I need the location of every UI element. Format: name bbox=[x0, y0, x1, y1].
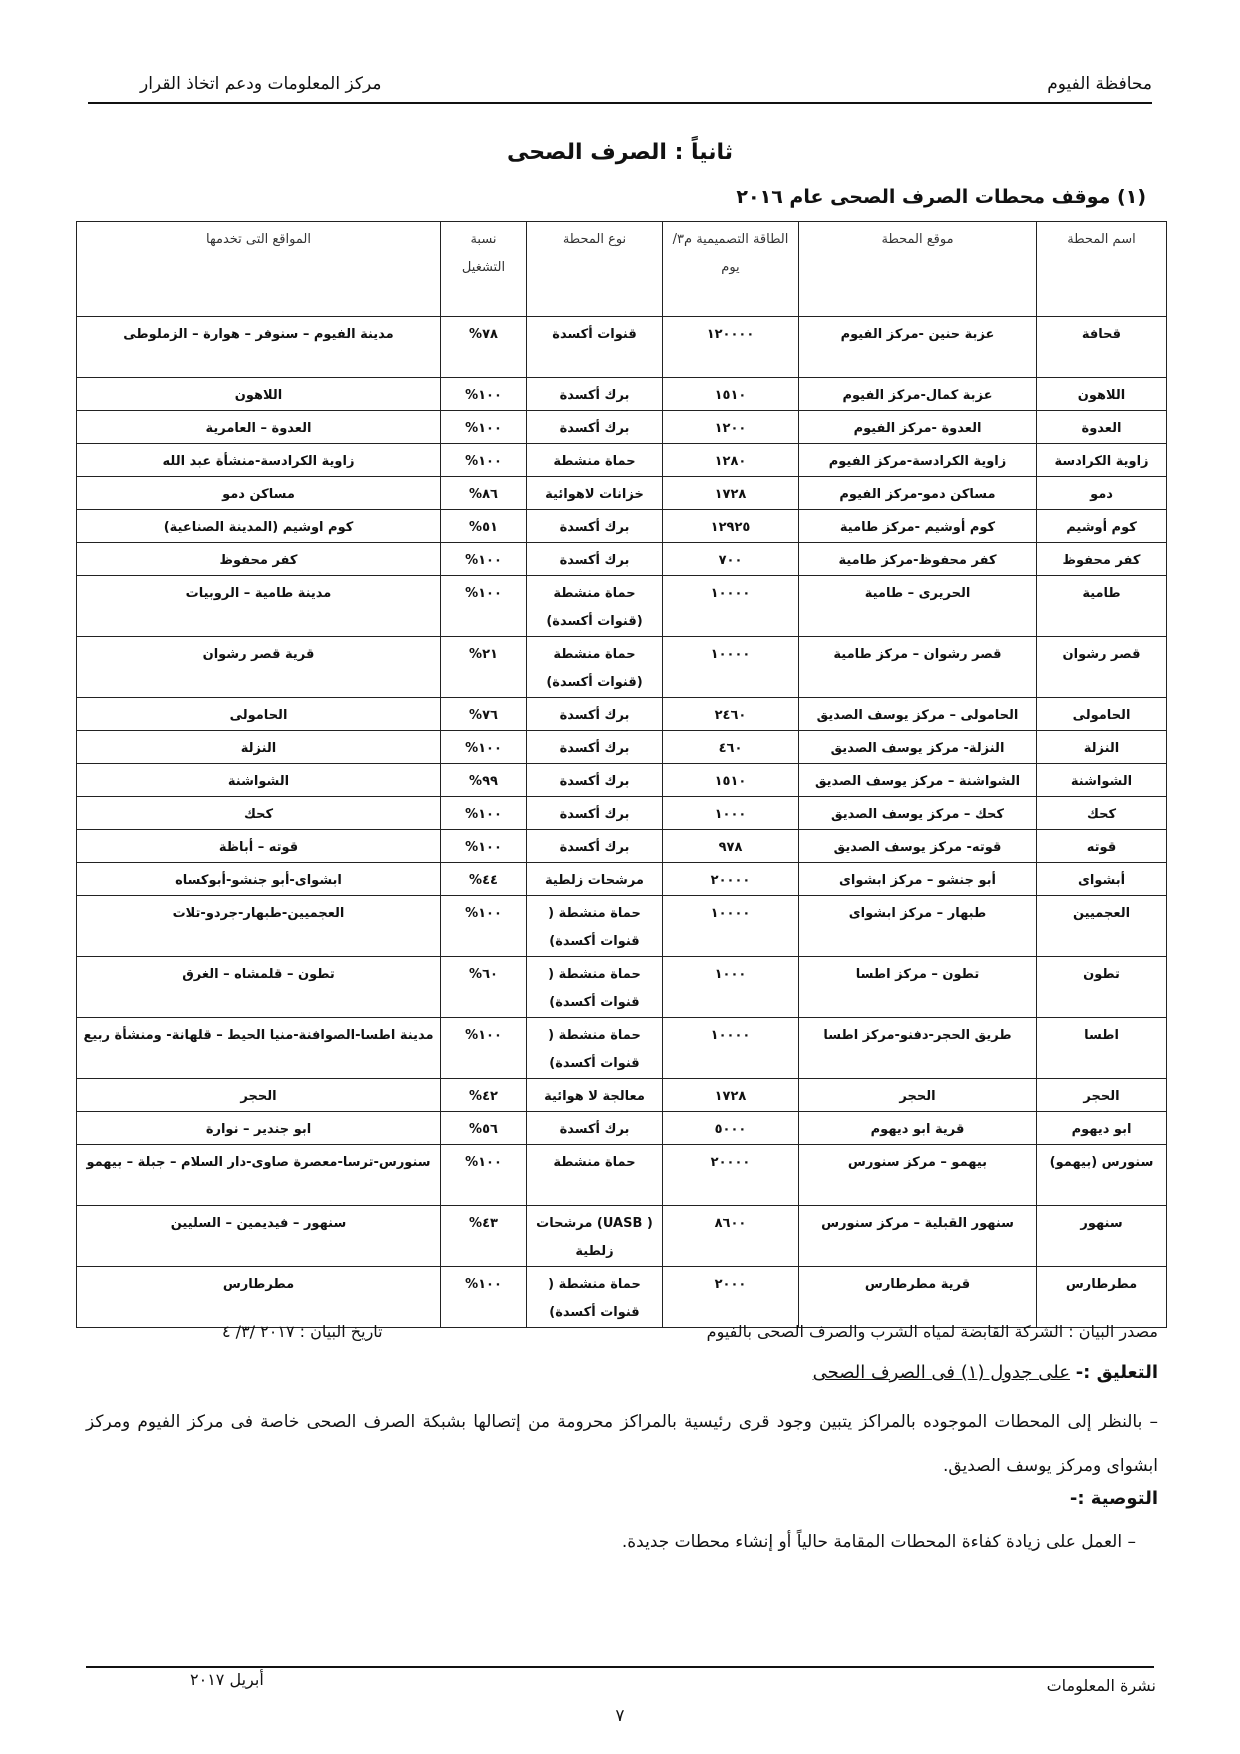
table-cell: برك أكسدة bbox=[527, 797, 663, 830]
table-cell: طبهار – مركز ابشواى bbox=[799, 896, 1037, 957]
table-cell: ٩٩% bbox=[441, 764, 527, 797]
table-cell: مطرطارس bbox=[1037, 1267, 1167, 1328]
table-cell: عزبة حنين -مركز الفيوم bbox=[799, 317, 1037, 378]
table-row bbox=[77, 510, 1167, 543]
table-cell: ١٠٠% bbox=[441, 378, 527, 411]
table-cell: مساكن دمو bbox=[77, 477, 441, 510]
table-cell: ٥٠٠٠ bbox=[663, 1112, 799, 1145]
table-cell: ٢٤٦٠ bbox=[663, 698, 799, 731]
table-cell: برك أكسدة bbox=[527, 411, 663, 444]
table-cell: ابو ديهوم bbox=[1037, 1112, 1167, 1145]
table-cell: ٥٦% bbox=[441, 1112, 527, 1145]
table-cell: سنورس (بيهمو) bbox=[1037, 1145, 1167, 1206]
table-cell: مدينة طامية – الروبيات bbox=[77, 576, 441, 637]
table-cell: كفر محفوظ bbox=[77, 543, 441, 576]
table-cell: قوته- مركز يوسف الصديق bbox=[799, 830, 1037, 863]
table-row bbox=[77, 576, 1167, 637]
table-cell: تطون bbox=[1037, 957, 1167, 1018]
table-row bbox=[77, 797, 1167, 830]
table-cell: النزلة- مركز يوسف الصديق bbox=[799, 731, 1037, 764]
table-cell: ١٠٠% bbox=[441, 1018, 527, 1079]
table-cell: مرشحات زلطية bbox=[527, 863, 663, 896]
table-cell: الشواشنة bbox=[1037, 764, 1167, 797]
table-cell: ١٧٢٨ bbox=[663, 477, 799, 510]
table-cell: دمو bbox=[1037, 477, 1167, 510]
comment-reference: على جدول (١) فى الصرف الصحى bbox=[812, 1362, 1070, 1383]
table-cell: الحجر bbox=[799, 1079, 1037, 1112]
table-cell: حماة منشطة ( قنوات أكسدة) bbox=[527, 957, 663, 1018]
stations-table bbox=[76, 221, 1167, 1328]
header-center: مركز المعلومات ودعم اتخاذ القرار bbox=[140, 74, 382, 94]
table-row bbox=[77, 698, 1167, 731]
table-cell: ٤٦٠ bbox=[663, 731, 799, 764]
table-cell: ١٥١٠ bbox=[663, 764, 799, 797]
table-cell: طامية bbox=[1037, 576, 1167, 637]
table-cell: الحامولى bbox=[1037, 698, 1167, 731]
table-cell: قنوات أكسدة bbox=[527, 317, 663, 378]
table-cell: برك أكسدة bbox=[527, 378, 663, 411]
table-cell: عزبة كمال-مركز الفيوم bbox=[799, 378, 1037, 411]
table-cell: برك أكسدة bbox=[527, 510, 663, 543]
table-row bbox=[77, 863, 1167, 896]
table-row bbox=[77, 378, 1167, 411]
table-cell: مدينة اطسا-الصوافنة-منيا الحيط – قلهانة- ومنشأة ربيع bbox=[77, 1018, 441, 1079]
data-source: مصدر البيان : الشركة القابضة لمياه الشرب والصرف الصحى بالفيوم bbox=[706, 1322, 1158, 1341]
footer-divider bbox=[86, 1666, 1154, 1668]
table-cell: كوم أوشيم bbox=[1037, 510, 1167, 543]
table-cell: ٢٠٠٠٠ bbox=[663, 1145, 799, 1206]
table-cell: ١٠٠% bbox=[441, 731, 527, 764]
table-header-row bbox=[77, 222, 1167, 317]
table-cell: النزلة bbox=[77, 731, 441, 764]
table-cell: الحامولى bbox=[77, 698, 441, 731]
table-cell: ١٠٠٠٠ bbox=[663, 576, 799, 637]
table-cell: ٧٠٠ bbox=[663, 543, 799, 576]
table-cell: حماة منشطة ( قنوات أكسدة) bbox=[527, 896, 663, 957]
table-cell: الشواشنة bbox=[77, 764, 441, 797]
data-date: تاريخ البيان : ٢٠١٧ /٣/ ٤ bbox=[222, 1322, 383, 1341]
table-cell: برك أكسدة bbox=[527, 1112, 663, 1145]
table-cell: الحامولى – مركز يوسف الصديق bbox=[799, 698, 1037, 731]
table-cell: قصر رشوان – مركز طامية bbox=[799, 637, 1037, 698]
footer-publication: نشرة المعلومات bbox=[1046, 1676, 1156, 1695]
table-cell: برك أكسدة bbox=[527, 764, 663, 797]
table-cell: ٩٧٨ bbox=[663, 830, 799, 863]
table-cell: ١٠٠٠ bbox=[663, 797, 799, 830]
table-cell: ١٠٠٠٠ bbox=[663, 637, 799, 698]
table-cell: قصر رشوان bbox=[1037, 637, 1167, 698]
table-cell: كوم أوشيم -مركز طامية bbox=[799, 510, 1037, 543]
table-cell: العجميين bbox=[1037, 896, 1167, 957]
table-cell: برك أكسدة bbox=[527, 830, 663, 863]
table-cell: برك أكسدة bbox=[527, 543, 663, 576]
table-title: (١) موقف محطات الصرف الصحى عام ٢٠١٦ bbox=[736, 186, 1146, 208]
table-cell: بيهمو – مركز سنورس bbox=[799, 1145, 1037, 1206]
table-row bbox=[77, 1145, 1167, 1206]
table-cell: ١٥١٠ bbox=[663, 378, 799, 411]
table-cell: ١٠٠% bbox=[441, 1145, 527, 1206]
comment-body: – بالنظر إلى المحطات الموجوده بالمراكز يتبين وجود قرى رئيسية بالمراكز محرومة من إتصالها بشبكة الصرف الصحى خاصة فى مركز الفيوم ومركز ابشواى ومركز يوسف الصديق. bbox=[86, 1412, 1158, 1476]
section-title: ثانياً : الصرف الصحى bbox=[506, 140, 734, 165]
table-cell: كحك – مركز يوسف الصديق bbox=[799, 797, 1037, 830]
recommendation-body: – العمل على زيادة كفاءة المحطات المقامة حالياً أو إنشاء محطات جديدة. bbox=[621, 1532, 1136, 1552]
table-cell: حماة منشطة (قنوات أكسدة) bbox=[527, 576, 663, 637]
table-row bbox=[77, 1018, 1167, 1079]
table-cell: ١٢٠٠ bbox=[663, 411, 799, 444]
table-cell: ابشواى-أبو جنشو-أبوكساه bbox=[77, 863, 441, 896]
table-cell: العجميين-طبهار-جردو-تلات bbox=[77, 896, 441, 957]
table-cell: ٧٦% bbox=[441, 698, 527, 731]
column-header: الطاقة التصميمية م٣/يوم bbox=[663, 222, 799, 317]
table-body bbox=[77, 317, 1167, 1328]
table-row bbox=[77, 477, 1167, 510]
footer-date: أبريل ٢٠١٧ bbox=[190, 1670, 264, 1689]
table-cell: ١٠٠٠٠ bbox=[663, 896, 799, 957]
table-cell: خزانات لاهوائية bbox=[527, 477, 663, 510]
column-header: اسم المحطة bbox=[1037, 222, 1167, 317]
table-cell: سنورس-ترسا-معصرة صاوى-دار السلام – جبلة – بيهمو bbox=[77, 1145, 441, 1206]
table-cell: أبو جنشو – مركز ابشواى bbox=[799, 863, 1037, 896]
table-row bbox=[77, 1079, 1167, 1112]
table-cell: زاوية الكرادسة bbox=[1037, 444, 1167, 477]
table-cell: ١٧٢٨ bbox=[663, 1079, 799, 1112]
column-header: المواقع التى تخدمها bbox=[77, 222, 441, 317]
recommendation-label: التوصية :- bbox=[1069, 1488, 1158, 1509]
table-cell: العدوة – العامرية bbox=[77, 411, 441, 444]
table-cell: الحريرى – طامية bbox=[799, 576, 1037, 637]
table-cell: حماة منشطة ( قنوات أكسدة) bbox=[527, 1267, 663, 1328]
table-cell: حماة منشطة bbox=[527, 444, 663, 477]
table-cell: الحجر bbox=[1037, 1079, 1167, 1112]
table-cell: ١٢٩٢٥ bbox=[663, 510, 799, 543]
column-header: نسبة التشغيل bbox=[441, 222, 527, 317]
table-cell: سنهور القبلية – مركز سنورس bbox=[799, 1206, 1037, 1267]
table-cell: مطرطارس bbox=[77, 1267, 441, 1328]
table-cell: ١٠٠% bbox=[441, 543, 527, 576]
table-row bbox=[77, 317, 1167, 378]
table-cell: ٢٠٠٠ bbox=[663, 1267, 799, 1328]
table-row bbox=[77, 444, 1167, 477]
table-cell: قحافة bbox=[1037, 317, 1167, 378]
table-row bbox=[77, 637, 1167, 698]
table-row bbox=[77, 764, 1167, 797]
table-cell: كحك bbox=[77, 797, 441, 830]
page-header bbox=[88, 74, 1152, 104]
column-header: نوع المحطة bbox=[527, 222, 663, 317]
table-cell: كحك bbox=[1037, 797, 1167, 830]
table-cell: ١٠٠% bbox=[441, 444, 527, 477]
table-cell: ٤٣% bbox=[441, 1206, 527, 1267]
table-cell: ٢٠٠٠٠ bbox=[663, 863, 799, 896]
table-cell: ٦٠% bbox=[441, 957, 527, 1018]
table-cell: قرية قصر رشوان bbox=[77, 637, 441, 698]
table-cell: تطون – مركز اطسا bbox=[799, 957, 1037, 1018]
table-cell: ١٠٠% bbox=[441, 896, 527, 957]
table-cell: النزلة bbox=[1037, 731, 1167, 764]
table-cell: الحجر bbox=[77, 1079, 441, 1112]
table-row bbox=[77, 411, 1167, 444]
table-cell: ١٠٠% bbox=[441, 830, 527, 863]
table-cell: الشواشنة – مركز يوسف الصديق bbox=[799, 764, 1037, 797]
table-cell: برك أكسدة bbox=[527, 731, 663, 764]
table-row bbox=[77, 731, 1167, 764]
column-header: موقع المحطة bbox=[799, 222, 1037, 317]
table-row bbox=[77, 896, 1167, 957]
table-cell: زاوية الكرادسة-مركز الفيوم bbox=[799, 444, 1037, 477]
table-cell: قرية مطرطارس bbox=[799, 1267, 1037, 1328]
table-cell: طريق الحجر-دفنو-مركز اطسا bbox=[799, 1018, 1037, 1079]
table-cell: مدينة الفيوم – سنوفر – هوارة – الزملوطى bbox=[77, 317, 441, 378]
table-cell: سنهور – فيديمين – السليين bbox=[77, 1206, 441, 1267]
table-cell: العدوة -مركز الفيوم bbox=[799, 411, 1037, 444]
table-cell: كفر محفوظ-مركز طامية bbox=[799, 543, 1037, 576]
table-cell: قرية ابو ديهوم bbox=[799, 1112, 1037, 1145]
table-cell: ٤٤% bbox=[441, 863, 527, 896]
table-cell: سنهور bbox=[1037, 1206, 1167, 1267]
table-cell: ١٠٠% bbox=[441, 1267, 527, 1328]
header-governorate: محافظة الفيوم bbox=[1047, 74, 1152, 94]
table-cell: ١٢٨٠ bbox=[663, 444, 799, 477]
table-cell: ٨٦٠٠ bbox=[663, 1206, 799, 1267]
table-cell: برك أكسدة bbox=[527, 698, 663, 731]
table-cell: حماة منشطة ( قنوات أكسدة) bbox=[527, 1018, 663, 1079]
table-cell: ٤٢% bbox=[441, 1079, 527, 1112]
table-cell: ١٢٠٠٠٠ bbox=[663, 317, 799, 378]
table-cell: العدوة bbox=[1037, 411, 1167, 444]
table-row bbox=[77, 1267, 1167, 1328]
table-row bbox=[77, 1206, 1167, 1267]
table-cell: ابو جندير – نوارة bbox=[77, 1112, 441, 1145]
table-cell: مساكن دمو-مركز الفيوم bbox=[799, 477, 1037, 510]
table-cell: حماة منشطة (قنوات أكسدة) bbox=[527, 637, 663, 698]
comment-label: التعليق :- bbox=[1075, 1362, 1158, 1383]
table-row bbox=[77, 1112, 1167, 1145]
table-cell: ٧٨% bbox=[441, 317, 527, 378]
table-cell: اللاهون bbox=[77, 378, 441, 411]
table-cell: أبشواى bbox=[1037, 863, 1167, 896]
table-cell: اللاهون bbox=[1037, 378, 1167, 411]
page-number: ٧ bbox=[615, 1706, 625, 1726]
table-cell: قوته – أباظة bbox=[77, 830, 441, 863]
table-cell: ٥١% bbox=[441, 510, 527, 543]
table-cell: ١٠٠% bbox=[441, 411, 527, 444]
comment-heading bbox=[813, 1362, 1158, 1383]
table-cell: معالجة لا هوائية bbox=[527, 1079, 663, 1112]
table-cell: تطون – قلمشاه – الغرق bbox=[77, 957, 441, 1018]
table-row bbox=[77, 830, 1167, 863]
table-cell: ( UASB) مرشحات زلطية bbox=[527, 1206, 663, 1267]
table-cell: ١٠٠٠٠ bbox=[663, 1018, 799, 1079]
table-row bbox=[77, 543, 1167, 576]
table-cell: زاوية الكرادسة-منشأة عبد الله bbox=[77, 444, 441, 477]
table-cell: ١٠٠% bbox=[441, 576, 527, 637]
table-cell: كوم اوشيم (المدينة الصناعية) bbox=[77, 510, 441, 543]
table-cell: ٨٦% bbox=[441, 477, 527, 510]
table-cell: حماة منشطة bbox=[527, 1145, 663, 1206]
table-cell: ١٠٠٠ bbox=[663, 957, 799, 1018]
table-cell: كفر محفوظ bbox=[1037, 543, 1167, 576]
table-cell: ٢١% bbox=[441, 637, 527, 698]
table-cell: اطسا bbox=[1037, 1018, 1167, 1079]
table-cell: ١٠٠% bbox=[441, 797, 527, 830]
table-cell: قوته bbox=[1037, 830, 1167, 863]
table-row bbox=[77, 957, 1167, 1018]
